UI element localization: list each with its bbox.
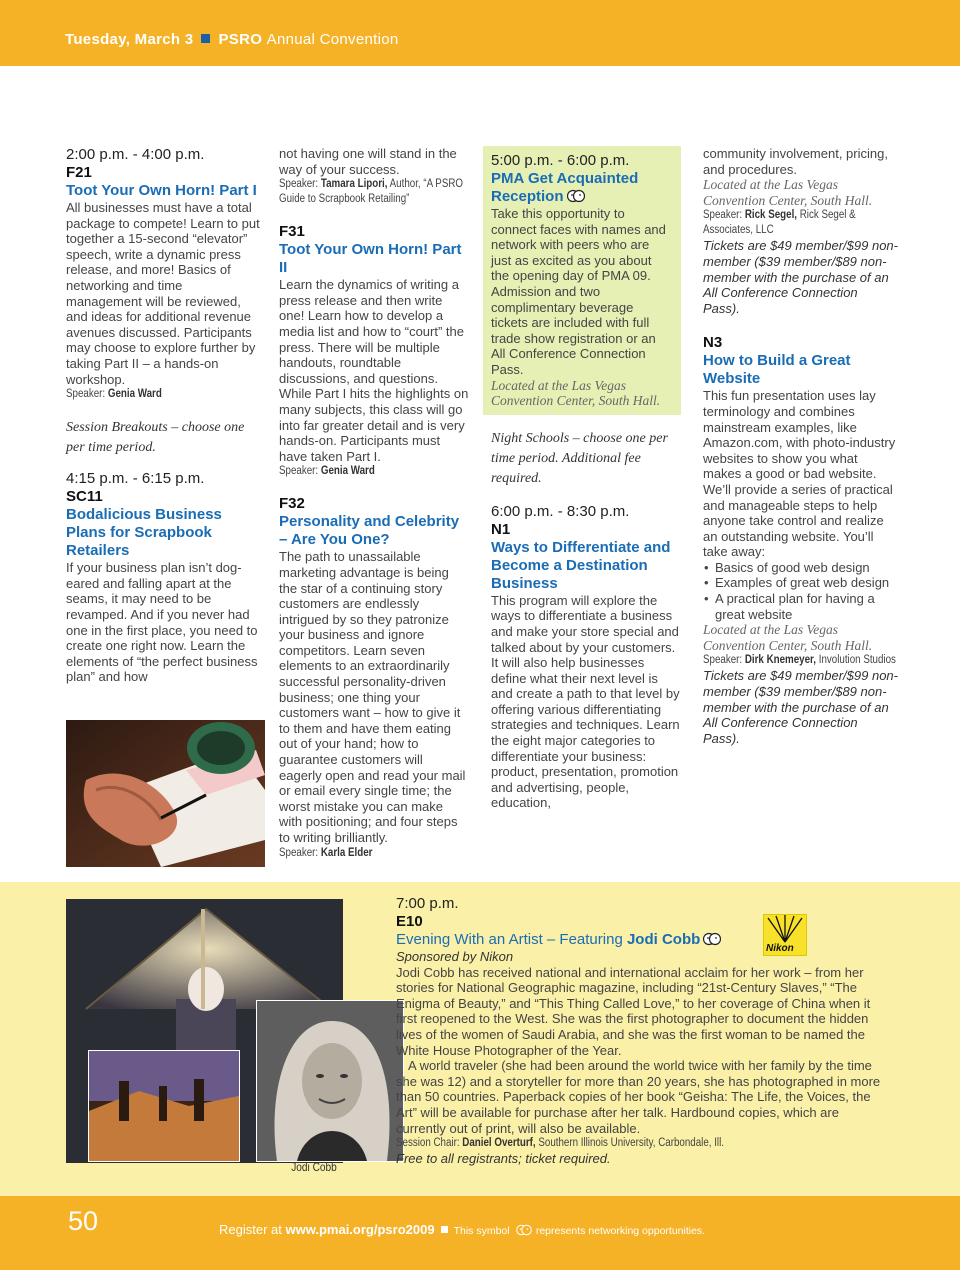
page-header [0,0,960,66]
speaker-affiliation: Rick Segel & Associates, LLC [703,209,856,237]
session-description: This fun presentation uses lay terminology and combines mainstream examples, like Amazon.com, with photo-industry websites to show you what makes a good or bad website. We’ll provide a series of practical and manageable steps to help anyone take control and realize an outstanding website. You’ll take away: [703,388,896,560]
session-time: 4:15 p.m. - 6:15 p.m. [66,470,205,488]
session-title: Toot Your Own Horn! Part II [279,241,462,277]
breakouts-note: Session Breakouts – choose one per time period. [66,420,245,456]
session-time: 5:00 p.m. - 6:00 p.m. [491,152,630,169]
square-icon [201,34,210,43]
jodi-cobb-portrait [256,1000,404,1162]
speaker-label: Speaker: [279,465,319,478]
session-title [491,170,673,206]
ticket-note: Tickets are $49 member/$99 non-member ($39 member/$89 non-member with the purchase of an All Conference Connection Pass). [703,668,898,746]
location-note: Located at the Las Vegas Convention Center, South Hall. [491,377,661,409]
session-description: All businesses must have a total package to compete! Learn to put together a 15-second “elevator” speech, write a dynamic press release, and more! Basics of networking and time management will be reviewed, and ideas for additional revenue avenues discussed. Participants may choose to explore further by taking Part II – a hands-on workshop. [66,200,260,387]
speaker-affiliation: Involution Studios [818,654,896,667]
location-note: Located at the Las Vegas Convention Center, South Hall. [703,177,873,208]
desert-photo [88,1050,240,1162]
artist-name: Jodi Cobb [626,931,701,948]
list-item: • Basics of good web design [715,560,898,576]
speaker-label: Speaker: [66,388,106,401]
networking-icon [703,932,721,946]
session-description: Jodi Cobb has received national and international acclaim for her work – from her stories for National Geographic magazine, including “21st-Century Slaves,” “The Enigma of Beauty,” and “This Thing Called Love,” to her coverage of China when it first reopened to the West. She was the first photographer to document the hidden lives of the women of Saudi Arabia, and she was the first woman to be named the White House Photographer of the Year. [396,964,871,1058]
speaker-name: Rick Segel, [744,209,798,222]
location-note: Located at the Las Vegas Convention Center, South Hall. [703,622,873,653]
speaker-name: Dirk Knemeyer, [744,654,817,667]
takeaway-list [703,560,898,622]
speaker-label: Speaker: [703,654,743,667]
session-time: 6:00 p.m. - 8:30 p.m. [491,502,630,520]
page-number: 50 [68,1206,99,1236]
networking-icon [567,189,585,203]
session-code: E10 [396,913,423,930]
speaker-name: Genia Ward [320,465,375,478]
session-title: Personality and Celebrity – Are You One? [279,513,460,549]
session-time: 7:00 p.m. [396,895,459,912]
header-text [65,31,399,48]
register-line [219,1222,705,1237]
chair-affiliation: Southern Illinois University, Carbondale, Ill. [538,1137,724,1150]
list-item: • Examples of great web design [715,575,898,591]
speaker-affiliation: Author, “A PSRO Guide to Scrapbook Retailing” [279,178,464,206]
networking-icon [516,1224,532,1236]
speaker-name: Genia Ward [107,388,162,401]
session-title: Ways to Differentiate and Become a Destination Business [491,538,671,592]
writing-photo-art [66,720,265,867]
column-2 [279,146,469,861]
symbol-note-a: This symbol [453,1225,510,1237]
session-description: Take this opportunity to connect faces with names and network with peers who are just as excited as you about the opening day of PMA 09. Admission and two complimentary beverage tickets are included with full trade show registration or an All Conference Connection Pass. [491,206,666,377]
night-schools-note: Night Schools – choose one per time period. Additional fee required. [491,430,668,486]
register-link[interactable]: www.pmai.org/psro2009 [285,1222,435,1237]
writing-hands-photo [66,720,265,867]
square-icon [441,1226,448,1233]
chair-label: Session Chair: [396,1137,460,1150]
session-title-text: PMA Get Acquainted Reception [491,170,639,205]
speaker-line [279,464,470,479]
speaker-label: Speaker: [279,846,319,859]
column-4 [703,146,898,746]
session-time: 2:00 p.m. - 4:00 p.m. [66,146,205,163]
ticket-note: Tickets are $49 member/$99 non-member ($39 member/$89 non-member with the purchase of an All Conference Connection Pass). [703,238,898,316]
chair-name: Daniel Overturf, [462,1137,536,1150]
header-org: PSRO [218,31,263,48]
session-description: not having one will stand in the way of your success. [279,146,457,177]
session-title: Toot Your Own Horn! Part I [66,182,257,199]
register-label: Register at [219,1222,282,1237]
session-description: This program will explore the ways to differentiate a business and make your store special and talked about by your customers. It will also help businesses define what their next level is and create a path to that level by offering various differentiating strategies and techniques. Learn the eight major categories to differentiate your business: product, presentation, promotion and advertising, people, education, [491,592,680,811]
session-description: If your business plan isn’t dog-eared and falling apart at the seams, it may need to be revamped. And if you never had one in the first place, you need to create one right now. Learn the elements of “the perfect business plan” and how [66,560,258,685]
session-title: How to Build a Great Website [703,352,851,388]
nikon-logo-text: Nikon [766,943,794,954]
column-1 [66,146,261,685]
speaker-label: Speaker: [279,178,319,191]
list-item: • A practical plan for having a great website [715,591,898,622]
session-code: N3 [703,334,723,352]
speaker-name: Tamara Lipori, [320,178,388,191]
speaker-label: Speaker: [703,209,743,222]
portrait-caption: Jodi Cobb [291,1162,337,1174]
speaker-name: Karla Elder [320,846,373,859]
evening-session [396,895,891,1167]
header-event: Annual Convention [266,31,399,48]
reception-box [483,146,681,415]
speaker-line [279,177,470,207]
session-title-text: Evening With an Artist – Featuring [396,931,623,948]
session-description: community involvement, pricing, and procedures. [703,146,888,177]
sponsor-note: Sponsored by Nikon [396,949,514,964]
speaker-line [703,208,899,238]
session-code: F31 [279,223,305,241]
speaker-line [703,653,899,668]
session-title [396,931,891,949]
session-code: F32 [279,495,305,513]
speaker-line [66,387,262,402]
session-code: F21 [66,164,92,181]
session-description: A world traveler (she had been around the world twice with her family by the time she was 12) and a storyteller for more than 20 years, she has photographed in more than 50 countries. Paperback copies of her book “Geisha: The Life, the Voices, the Art” will be available for purchase after her talk. Hardbound copies, which are currently out of print, will also be available. [396,1058,881,1136]
header-date: Tuesday, March 3 [65,31,194,48]
portrait-art [257,1001,403,1161]
speaker-line [279,846,470,861]
session-code: SC11 [66,488,103,506]
desert-photo-art [89,1051,239,1161]
ticket-note: Free to all registrants; ticket required. [396,1151,611,1167]
session-description: Learn the dynamics of writing a press release and then write one! Learn how to develop a media list and how to “court” the press. There will be multiple handouts, roundtable discussions, and questions. While Part I hits the highlights on many subjects, this class will go into far greater detail and is very hands-on. Participants must have taken Part I. [279,277,469,464]
symbol-note-b: represents networking opportunities. [535,1225,706,1237]
session-code: N1 [491,520,511,538]
session-description: The path to unassailable marketing advantage is being the star of a continuing story customers are endlessly intrigued by so they patronize your business and ignore competitors. Learn seven elements to an extraordinarily successful personality-driven business; one thing your customers want – how to give it to them and have them eating out of your hand; how to guarantee customers will eagerly open and read your mail or email every single time; the worst mistake you can make with positioning; and four steps to writing brilliantly. [279,549,466,845]
session-chair-line [396,1136,892,1151]
session-title: Bodalicious Business Plans for Scrapbook Retailers [66,506,222,560]
column-3 [491,146,681,811]
